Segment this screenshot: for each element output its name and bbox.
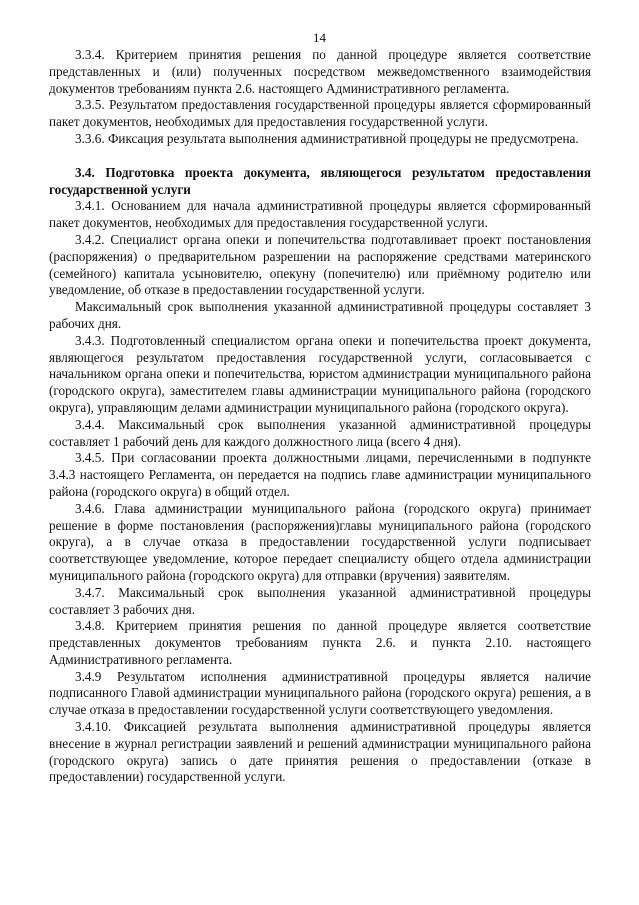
paragraph-3-4-3: 3.4.3. Подготовленный специалистом органа опеки и попечительства проект документа, являющегося результатом предоставления государственной услуги, согласовывается с начальником органа опеки и попечительства, юристом администрации муниципального района (городского округа), заместителем главы администрации муниципального района (городского округа), управляющим делами администрации муниципального района (городского округа). — [49, 332, 591, 415]
paragraph-3-3-4: 3.3.4. Критерием принятия решения по данной процедуре является соответствие представленных и (или) полученных посредством межведомственного взаимодействия документов требованиям пункта 2.6. настоящего Административного регламента. — [49, 47, 591, 96]
paragraph-3-4-2: 3.4.2. Специалист органа опеки и попечительства подготавливает проект постановления (распоряжения) о предварительном разрешении на распоряжение средствами материнского (семейного) капитала усыновителю, опекуну (попечителю) или приёмному родителю или уведомление, об отказе в предоставлении государственной услуги. — [49, 231, 591, 298]
paragraph-3-4-9: 3.4.9 Результатом исполнения административной процедуры является наличие подписанного Главой администрации муниципального района (городского округа) решения, а в случае отказа в предоставлении государственной услуги соответствующего уведомления. — [49, 668, 591, 718]
paragraph-3-4-8: 3.4.8. Критерием принятия решения по данной процедуре является соответствие представленных документов требованиям пункта 2.6. и пункта 2.10. настоящего Административного регламента. — [49, 618, 591, 667]
document-body — [49, 47, 591, 786]
page-number: 14 — [313, 30, 326, 45]
paragraph-3-4-7: 3.4.7. Максимальный срок выполнения указанной административной процедуры составляет 3 рабочих дня. — [49, 584, 591, 617]
paragraph-3-3-6: 3.3.6. Фиксация результата выполнения административной процедуры не предусмотрена. — [75, 130, 579, 146]
paragraph-3-3-5: 3.3.5. Результатом предоставления государственной процедуры является сформированный пакет документов, необходимых для предоставления государственной услуги. — [49, 97, 591, 130]
paragraph-3-4-10: 3.4.10. Фиксацией результата выполнения административной процедуры является внесение в журнал регистрации заявлений и решений администрации муниципального района (городского округа) запись о дате принятия решения о предоставлении (отказе в предоставлении) государственной услуги. — [49, 719, 591, 785]
paragraph-3-4-5: 3.4.5. При согласовании проекта должностными лицами, перечисленными в подпункте 3.4.3 настоящего Регламента, он передается на подпись главе администрации муниципального района (городского округа) в общий отдел. — [49, 450, 591, 499]
section-heading-3-4: 3.4. Подготовка проекта документа, являющегося результатом предоставления государственной услуги — [49, 164, 591, 197]
paragraph-max-term: Максимальный срок выполнения указанной административной процедуры составляет 3 рабочих дня. — [49, 299, 591, 331]
paragraph-3-4-4: 3.4.4. Максимальный срок выполнения указанной административной процедуры составляет 1 рабочий день для каждого должностного лица (всего 4 дня). — [49, 416, 591, 449]
paragraph-3-4-1: 3.4.1. Основанием для начала административной процедуры является сформированный пакет документов, необходимых для предоставления государственной услуги. — [49, 198, 591, 231]
paragraph-3-4-6: 3.4.6. Глава администрации муниципального района (городского округа) принимает решение в форме постановления (распоряжения)главы муниципального района (городского округа), а в случае отказа в предоставлении государственной услуги подписывает соответствующее уведомление, которое передает специалисту общего отдела администрации муниципального района (городского округа) для отправки (вручения) заявителям. — [49, 500, 591, 583]
